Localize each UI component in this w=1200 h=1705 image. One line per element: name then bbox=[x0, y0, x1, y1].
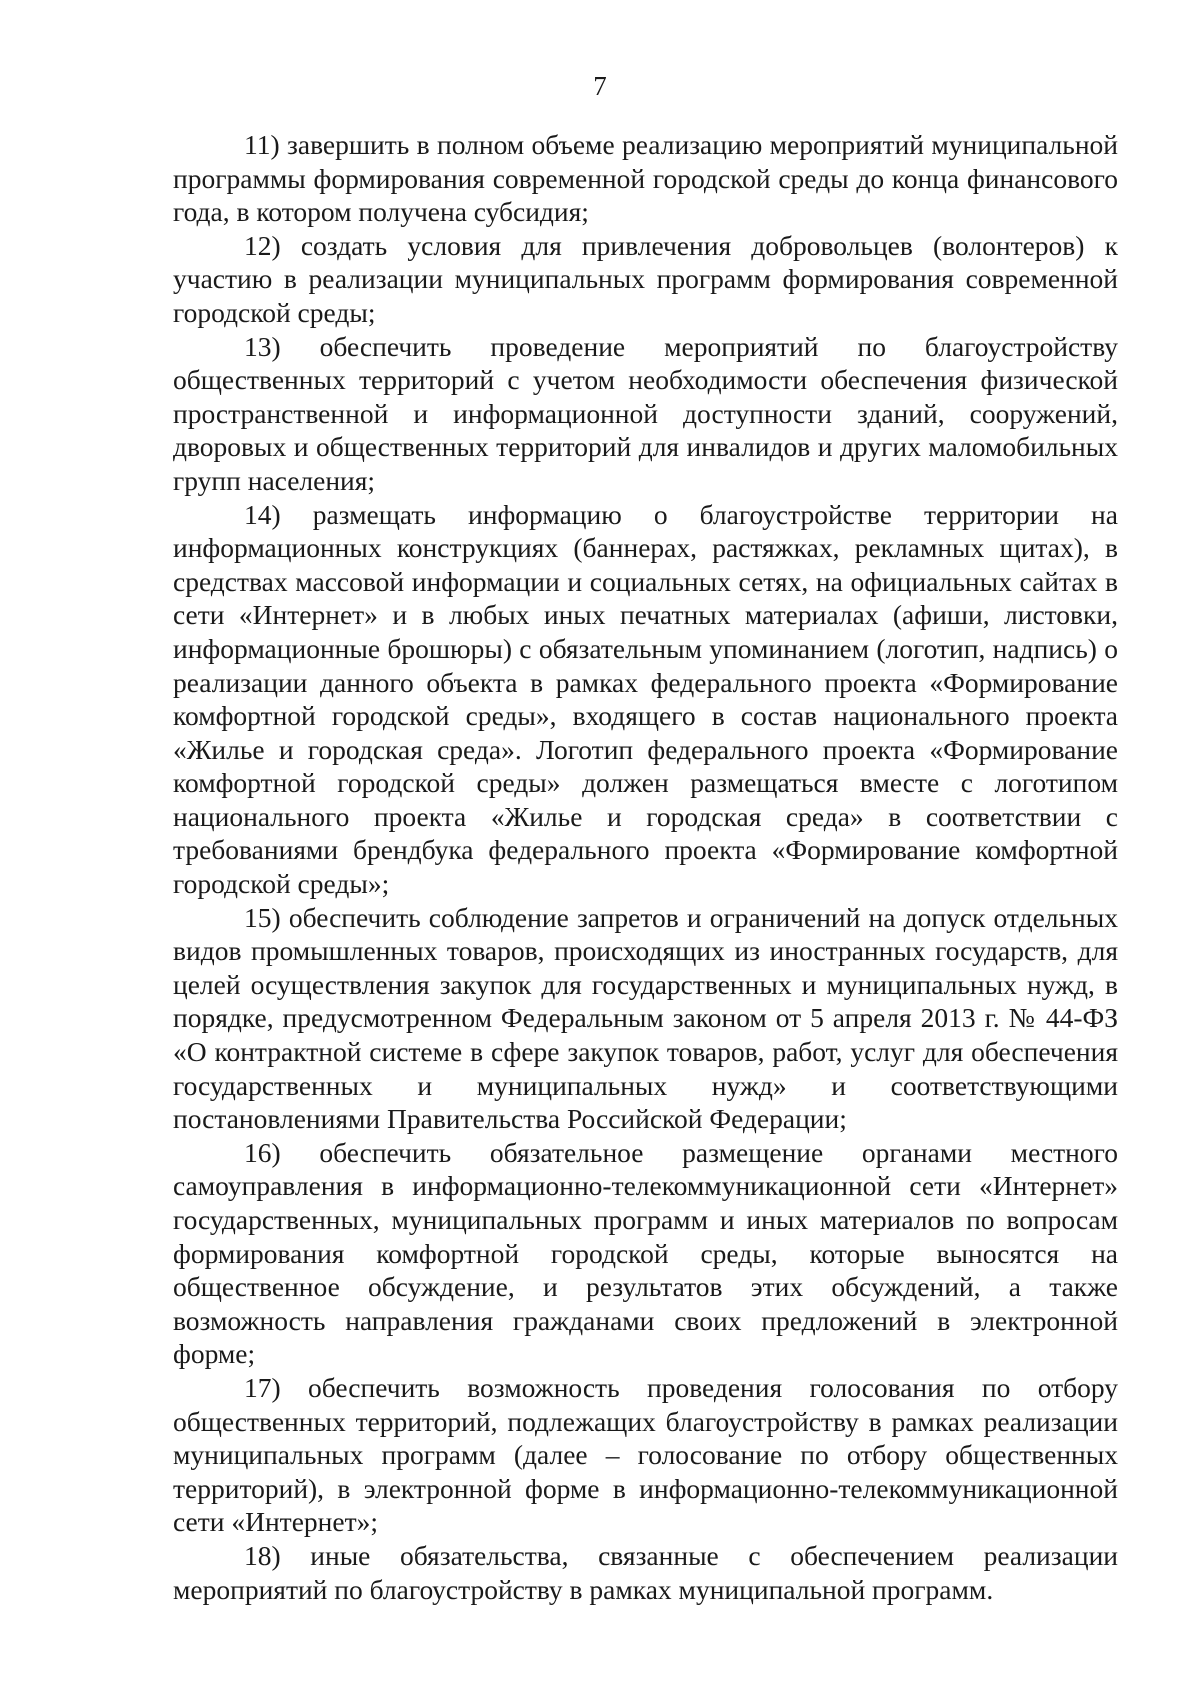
list-item-18: 18) иные обязательства, связанные с обеспечением реализации мероприятий по благоустройству в рамках муниципальной программ. bbox=[173, 1539, 1118, 1605]
list-item-13: 13) обеспечить проведение мероприятий по благоустройству общественных территорий с учетом необходимости обеспечения физической пространственной и информационной доступности зданий, сооружений, дворовых и общественных территорий для инвалидов и других маломобильных групп населения; bbox=[173, 330, 1118, 496]
document-body bbox=[173, 128, 1118, 1606]
list-item-12: 12) создать условия для привлечения добровольцев (волонтеров) к участию в реализации муниципальных программ формирования современной городской среды; bbox=[173, 229, 1118, 328]
list-item-15: 15) обеспечить соблюдение запретов и ограничений на допуск отдельных видов промышленных товаров, происходящих из иностранных государств, для целей осуществления закупок для государственных и муниципальных нужд, в порядке, предусмотренном Федеральным законом от 5 апреля 2013 г. № 44-ФЗ «О контрактной системе в сфере закупок товаров, работ, услуг для обеспечения государственных и муниципальных нужд» и соответствующими постановлениями Правительства Российской Федерации; bbox=[173, 901, 1118, 1135]
list-item-16: 16) обеспечить обязательное размещение органами местного самоуправления в информационно-телекоммуникационной сети «Интернет» государственных, муниципальных программ и иных материалов по вопросам формирования комфортной городской среды, которые выносятся на общественное обсуждение, и результатов этих обсуждений, а также возможность направления гражданами своих предложений в электронной форме; bbox=[173, 1136, 1118, 1370]
list-item-17: 17) обеспечить возможность проведения голосования по отбору общественных территорий, подлежащих благоустройству в рамках реализации муниципальных программ (далее – голосование по отбору общественных территорий), в электронной форме в информационно-телекоммуникационной сети «Интернет»; bbox=[173, 1371, 1118, 1538]
list-item-14: 14) размещать информацию о благоустройстве территории на информационных конструкциях (баннерах, растяжках, рекламных щитах), в средствах массовой информации и социальных сетях, на официальных сайтах в сети «Интернет» и в любых иных печатных материалах (афиши, листовки, информационные брошюры) с обязательным упоминанием (логотип, надпись) о реализации данного объекта в рамках федерального проекта «Формирование комфортной городской среды», входящего в состав национального проекта «Жилье и городская среда». Логотип федерального проекта «Формирование комфортной городской среды» должен размещаться вместе с логотипом национального проекта «Жилье и городская среда» в соответствии с требованиями брендбука федерального проекта «Формирование комфортной городской среды»; bbox=[173, 498, 1118, 900]
list-item-11: 11) завершить в полном объеме реализацию мероприятий муниципальной программы формирования современной городской среды до конца финансового года, в котором получена субсидия; bbox=[173, 129, 1118, 228]
page-number: 7 bbox=[593, 71, 607, 101]
